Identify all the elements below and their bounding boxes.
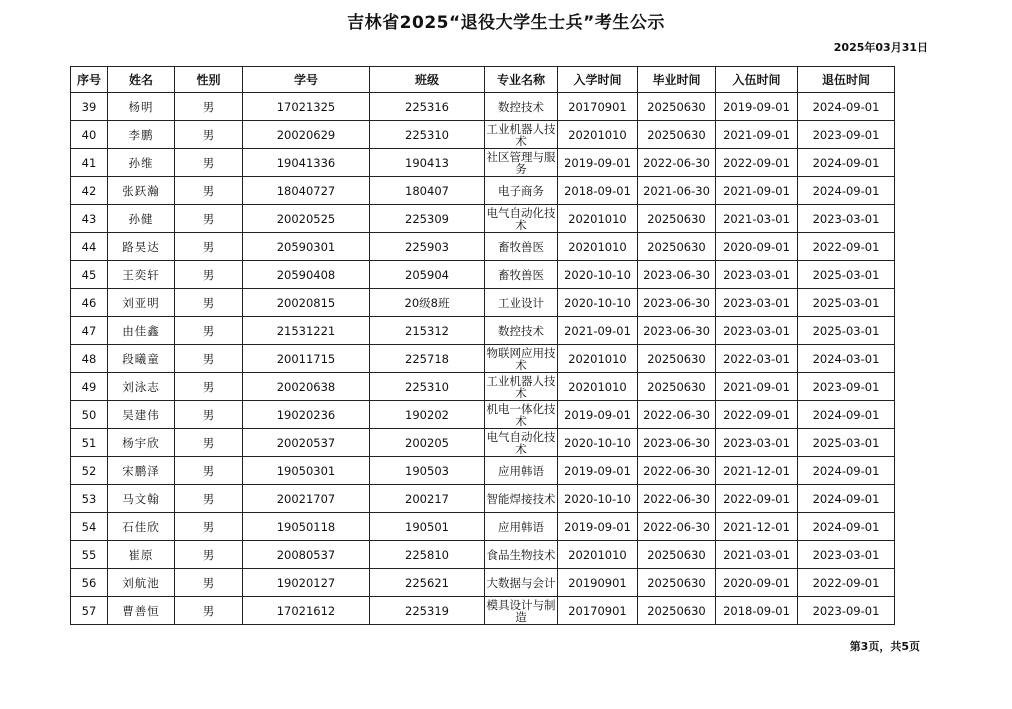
cell-sex: 男 — [175, 149, 243, 177]
cell-class: 225310 — [370, 121, 485, 149]
cell-enroll-date: 20190901 — [558, 569, 638, 597]
cell-sex: 男 — [175, 345, 243, 373]
cell-name: 杨宇欣 — [108, 429, 175, 457]
cell-no: 46 — [71, 289, 108, 317]
table-row — [71, 569, 895, 597]
cell-graduate-date: 2023-06-30 — [638, 317, 716, 345]
cell-discharge-date: 2024-09-01 — [798, 93, 895, 121]
cell-student-id: 19020127 — [243, 569, 370, 597]
cell-sex: 男 — [175, 177, 243, 205]
cell-sex: 男 — [175, 121, 243, 149]
cell-discharge-date: 2024-09-01 — [798, 513, 895, 541]
cell-enlist-date: 2021-09-01 — [716, 121, 798, 149]
cell-enlist-date: 2022-09-01 — [716, 401, 798, 429]
header-enroll-date: 入学时间 — [558, 67, 638, 93]
cell-class: 190503 — [370, 457, 485, 485]
cell-student-id: 20020537 — [243, 429, 370, 457]
cell-class: 205904 — [370, 261, 485, 289]
cell-no: 51 — [71, 429, 108, 457]
table-row — [71, 485, 895, 513]
cell-name: 李鹏 — [108, 121, 175, 149]
cell-enlist-date: 2023-03-01 — [716, 289, 798, 317]
cell-graduate-date: 20250630 — [638, 205, 716, 233]
cell-enlist-date: 2018-09-01 — [716, 597, 798, 625]
cell-enroll-date: 2020-10-10 — [558, 289, 638, 317]
cell-sex: 男 — [175, 261, 243, 289]
cell-class: 200205 — [370, 429, 485, 457]
cell-student-id: 20021707 — [243, 485, 370, 513]
table-row — [71, 429, 895, 457]
header-name: 姓名 — [108, 67, 175, 93]
cell-major: 数控技术 — [485, 93, 558, 121]
table-row — [71, 457, 895, 485]
cell-name: 孙维 — [108, 149, 175, 177]
cell-enroll-date: 20201010 — [558, 345, 638, 373]
cell-enroll-date: 2019-09-01 — [558, 513, 638, 541]
page-title: 吉林省2025“退役大学生士兵”考生公示 — [347, 13, 665, 33]
cell-enroll-date: 20170901 — [558, 93, 638, 121]
cell-major: 机电一体化技术 — [486, 401, 556, 428]
cell-enlist-date: 2021-03-01 — [716, 541, 798, 569]
cell-student-id: 19041336 — [243, 149, 370, 177]
cell-discharge-date: 2023-03-01 — [798, 541, 895, 569]
cell-discharge-date: 2022-09-01 — [798, 569, 895, 597]
cell-name: 吴建伟 — [108, 401, 175, 429]
cell-sex: 男 — [175, 485, 243, 513]
header-enlist-date: 入伍时间 — [716, 67, 798, 93]
cell-no: 45 — [71, 261, 108, 289]
cell-enroll-date: 2019-09-01 — [558, 149, 638, 177]
cell-no: 39 — [71, 93, 108, 121]
cell-major: 社区管理与服务 — [486, 149, 556, 176]
cell-no: 53 — [71, 485, 108, 513]
cell-discharge-date: 2025-03-01 — [798, 429, 895, 457]
cell-discharge-date: 2024-09-01 — [798, 485, 895, 513]
cell-enroll-date: 20201010 — [558, 205, 638, 233]
cell-class: 190202 — [370, 401, 485, 429]
cell-sex: 男 — [175, 597, 243, 625]
cell-class: 215312 — [370, 317, 485, 345]
cell-enlist-date: 2020-09-01 — [716, 569, 798, 597]
cell-major: 数控技术 — [485, 317, 558, 345]
publish-date: 2025年03月31日 — [833, 41, 928, 54]
cell-enlist-date: 2022-03-01 — [716, 345, 798, 373]
cell-name: 由佳鑫 — [108, 317, 175, 345]
cell-no: 40 — [71, 121, 108, 149]
cell-sex: 男 — [175, 233, 243, 261]
table-row — [71, 121, 895, 149]
cell-no: 47 — [71, 317, 108, 345]
cell-no: 49 — [71, 373, 108, 401]
table-row — [71, 177, 895, 205]
cell-sex: 男 — [175, 317, 243, 345]
cell-student-id: 20020525 — [243, 205, 370, 233]
cell-name: 张跃瀚 — [108, 177, 175, 205]
table-row — [71, 401, 895, 429]
candidate-table — [70, 66, 895, 625]
table-row — [71, 149, 895, 177]
cell-no: 42 — [71, 177, 108, 205]
cell-graduate-date: 20250630 — [638, 541, 716, 569]
cell-enroll-date: 2020-10-10 — [558, 485, 638, 513]
cell-sex: 男 — [175, 289, 243, 317]
cell-graduate-date: 2022-06-30 — [638, 513, 716, 541]
cell-class: 20级8班 — [370, 289, 485, 317]
cell-no: 41 — [71, 149, 108, 177]
cell-no: 57 — [71, 597, 108, 625]
table-row — [71, 93, 895, 121]
table-row — [71, 513, 895, 541]
cell-major: 智能焊接技术 — [485, 485, 558, 513]
cell-name: 孙健 — [108, 205, 175, 233]
cell-student-id: 20020638 — [243, 373, 370, 401]
cell-no: 44 — [71, 233, 108, 261]
cell-class: 225316 — [370, 93, 485, 121]
cell-graduate-date: 20250630 — [638, 597, 716, 625]
page-footer: 第3页，共5页 — [849, 640, 920, 653]
cell-enlist-date: 2021-03-01 — [716, 205, 798, 233]
cell-name: 马文翰 — [108, 485, 175, 513]
cell-class: 225621 — [370, 569, 485, 597]
cell-discharge-date: 2024-09-01 — [798, 401, 895, 429]
cell-graduate-date: 20250630 — [638, 345, 716, 373]
cell-major: 电气自动化技术 — [486, 429, 556, 456]
cell-no: 55 — [71, 541, 108, 569]
cell-sex: 男 — [175, 457, 243, 485]
cell-sex: 男 — [175, 569, 243, 597]
cell-enlist-date: 2022-09-01 — [716, 149, 798, 177]
cell-major: 工业设计 — [485, 289, 558, 317]
cell-major: 畜牧兽医 — [485, 261, 558, 289]
cell-discharge-date: 2023-09-01 — [798, 121, 895, 149]
cell-student-id: 21531221 — [243, 317, 370, 345]
table-row — [71, 289, 895, 317]
cell-discharge-date: 2024-09-01 — [798, 177, 895, 205]
cell-graduate-date: 2023-06-30 — [638, 261, 716, 289]
table-row — [71, 205, 895, 233]
cell-enlist-date: 2022-09-01 — [716, 485, 798, 513]
table-row — [71, 373, 895, 401]
cell-major: 工业机器人技术 — [486, 121, 556, 148]
cell-student-id: 19020236 — [243, 401, 370, 429]
cell-enroll-date: 20201010 — [558, 121, 638, 149]
cell-sex: 男 — [175, 429, 243, 457]
cell-student-id: 20080537 — [243, 541, 370, 569]
table-row — [71, 233, 895, 261]
cell-enroll-date: 20170901 — [558, 597, 638, 625]
cell-discharge-date: 2023-03-01 — [798, 205, 895, 233]
cell-sex: 男 — [175, 513, 243, 541]
cell-no: 56 — [71, 569, 108, 597]
cell-name: 宋鹏泽 — [108, 457, 175, 485]
cell-graduate-date: 2022-06-30 — [638, 149, 716, 177]
cell-major: 电子商务 — [485, 177, 558, 205]
cell-graduate-date: 20250630 — [638, 93, 716, 121]
cell-discharge-date: 2025-03-01 — [798, 317, 895, 345]
cell-name: 刘航池 — [108, 569, 175, 597]
cell-discharge-date: 2024-09-01 — [798, 457, 895, 485]
cell-sex: 男 — [175, 373, 243, 401]
cell-no: 54 — [71, 513, 108, 541]
cell-enroll-date: 2019-09-01 — [558, 457, 638, 485]
cell-name: 王奕轩 — [108, 261, 175, 289]
cell-class: 180407 — [370, 177, 485, 205]
cell-major: 物联网应用技术 — [486, 345, 556, 372]
cell-student-id: 20020815 — [243, 289, 370, 317]
cell-graduate-date: 20250630 — [638, 121, 716, 149]
cell-major: 工业机器人技术 — [486, 373, 556, 400]
cell-name: 石佳欣 — [108, 513, 175, 541]
cell-student-id: 20020629 — [243, 121, 370, 149]
cell-class: 200217 — [370, 485, 485, 513]
header-major: 专业名称 — [485, 67, 558, 93]
cell-no: 52 — [71, 457, 108, 485]
cell-class: 190501 — [370, 513, 485, 541]
cell-major: 模具设计与制造 — [486, 597, 556, 624]
cell-class: 225810 — [370, 541, 485, 569]
cell-student-id: 19050301 — [243, 457, 370, 485]
cell-student-id: 20590301 — [243, 233, 370, 261]
cell-enroll-date: 20201010 — [558, 233, 638, 261]
header-no: 序号 — [71, 67, 108, 93]
cell-enroll-date: 20201010 — [558, 373, 638, 401]
header-discharge-date: 退伍时间 — [798, 67, 895, 93]
header-graduate-date: 毕业时间 — [638, 67, 716, 93]
cell-name: 路昊达 — [108, 233, 175, 261]
cell-enlist-date: 2021-12-01 — [716, 513, 798, 541]
cell-enlist-date: 2023-03-01 — [716, 429, 798, 457]
cell-student-id: 18040727 — [243, 177, 370, 205]
cell-class: 225319 — [370, 597, 485, 625]
header-student-id: 学号 — [243, 67, 370, 93]
table-header-row — [71, 67, 895, 93]
cell-major: 电气自动化技术 — [486, 205, 556, 232]
cell-name: 段曦童 — [108, 345, 175, 373]
table-row — [71, 541, 895, 569]
cell-enroll-date: 20201010 — [558, 541, 638, 569]
cell-student-id: 17021612 — [243, 597, 370, 625]
cell-enlist-date: 2020-09-01 — [716, 233, 798, 261]
cell-graduate-date: 20250630 — [638, 569, 716, 597]
cell-name: 曹善恒 — [108, 597, 175, 625]
cell-enlist-date: 2021-09-01 — [716, 177, 798, 205]
cell-student-id: 20011715 — [243, 345, 370, 373]
header-sex: 性别 — [175, 67, 243, 93]
cell-enlist-date: 2023-03-01 — [716, 317, 798, 345]
cell-enlist-date: 2021-09-01 — [716, 373, 798, 401]
cell-class: 225903 — [370, 233, 485, 261]
cell-major: 应用韩语 — [485, 513, 558, 541]
cell-sex: 男 — [175, 401, 243, 429]
cell-graduate-date: 2021-06-30 — [638, 177, 716, 205]
cell-major: 大数据与会计 — [485, 569, 558, 597]
cell-name: 刘亚明 — [108, 289, 175, 317]
cell-student-id: 20590408 — [243, 261, 370, 289]
cell-graduate-date: 20250630 — [638, 373, 716, 401]
cell-enroll-date: 2020-10-10 — [558, 429, 638, 457]
cell-discharge-date: 2023-09-01 — [798, 597, 895, 625]
cell-graduate-date: 2023-06-30 — [638, 429, 716, 457]
cell-name: 杨明 — [108, 93, 175, 121]
cell-discharge-date: 2023-09-01 — [798, 373, 895, 401]
cell-discharge-date: 2024-09-01 — [798, 149, 895, 177]
cell-enlist-date: 2021-12-01 — [716, 457, 798, 485]
table-row — [71, 345, 895, 373]
cell-class: 225718 — [370, 345, 485, 373]
table-row — [71, 317, 895, 345]
cell-enroll-date: 2019-09-01 — [558, 401, 638, 429]
cell-class: 225310 — [370, 373, 485, 401]
cell-major: 食品生物技术 — [485, 541, 558, 569]
cell-discharge-date: 2022-09-01 — [798, 233, 895, 261]
table-body — [71, 93, 895, 625]
table-row — [71, 261, 895, 289]
cell-graduate-date: 2022-06-30 — [638, 457, 716, 485]
cell-major: 畜牧兽医 — [485, 233, 558, 261]
cell-graduate-date: 2022-06-30 — [638, 485, 716, 513]
cell-no: 48 — [71, 345, 108, 373]
cell-sex: 男 — [175, 541, 243, 569]
cell-graduate-date: 20250630 — [638, 233, 716, 261]
cell-enlist-date: 2019-09-01 — [716, 93, 798, 121]
cell-discharge-date: 2025-03-01 — [798, 261, 895, 289]
header-class: 班级 — [370, 67, 485, 93]
cell-no: 43 — [71, 205, 108, 233]
cell-name: 刘泳志 — [108, 373, 175, 401]
cell-name: 崔原 — [108, 541, 175, 569]
cell-graduate-date: 2023-06-30 — [638, 289, 716, 317]
cell-enroll-date: 2018-09-01 — [558, 177, 638, 205]
cell-student-id: 17021325 — [243, 93, 370, 121]
cell-discharge-date: 2025-03-01 — [798, 289, 895, 317]
cell-enlist-date: 2023-03-01 — [716, 261, 798, 289]
cell-major: 应用韩语 — [485, 457, 558, 485]
cell-student-id: 19050118 — [243, 513, 370, 541]
cell-no: 50 — [71, 401, 108, 429]
cell-enroll-date: 2020-10-10 — [558, 261, 638, 289]
cell-sex: 男 — [175, 205, 243, 233]
cell-class: 225309 — [370, 205, 485, 233]
cell-discharge-date: 2024-03-01 — [798, 345, 895, 373]
table-row — [71, 597, 895, 625]
cell-enroll-date: 2021-09-01 — [558, 317, 638, 345]
cell-class: 190413 — [370, 149, 485, 177]
cell-graduate-date: 2022-06-30 — [638, 401, 716, 429]
cell-sex: 男 — [175, 93, 243, 121]
